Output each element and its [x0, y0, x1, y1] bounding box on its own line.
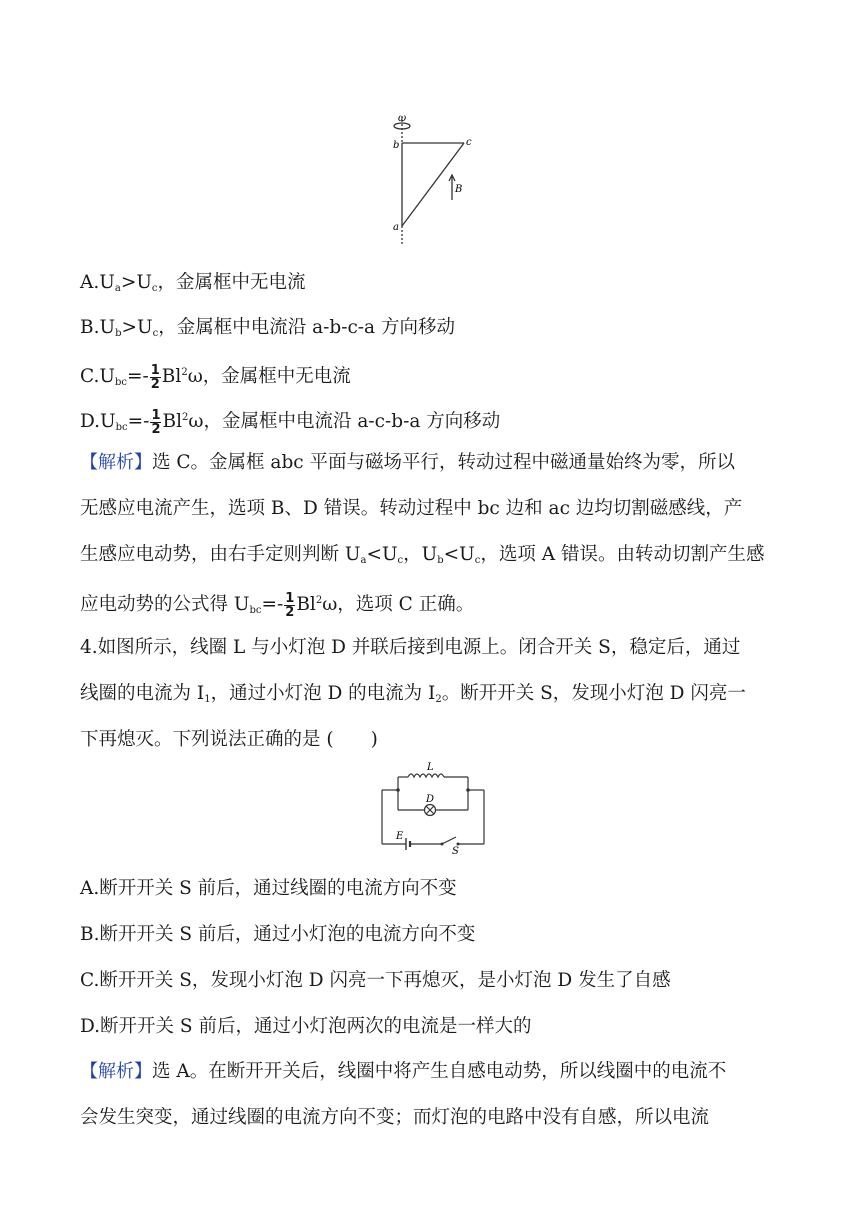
- label-a: a: [393, 222, 399, 233]
- analysis-3-line3: 生感应电动势，由右手定则判断 $U_a<U_c$，$U_b<U_c$，选项 A 错误。由转动切割产生感: [80, 544, 765, 566]
- option-4d[interactable]: D.断开开关 S 前后，通过小灯泡两次的电流是一样大的: [80, 1016, 532, 1037]
- circuit-figure: [372, 762, 492, 854]
- analysis-3-line2: 无感应电流产生，选项 B、D 错误。转动过程中 bc 边和 ac 边均切割磁感线，产: [80, 498, 743, 519]
- triangle-frame-figure: [380, 108, 490, 248]
- analysis-3-line1: 【解析】选 C。金属框 abc 平面与磁场平行，转动过程中磁通量始终为零，所以: [80, 452, 736, 473]
- analysis-tag: 【解析】: [80, 1061, 152, 1082]
- analysis-4-line2: 会发生突变，通过线圈的电流方向不变；而灯泡的电路中没有自感，所以电流: [80, 1107, 710, 1128]
- analysis-3-line4: 应电动势的公式得 $U_{bc}=-$ $\frac{1}{2}$ Bl$^2$ω，选项 C 正确。: [80, 590, 475, 620]
- option-3d[interactable]: $D.U_{bc}=-$ $\frac{1}{2}$ Bl$^2$ω，金属框中电流沿 a-c-b-a 方向移动: [80, 407, 501, 437]
- label-L: L: [427, 762, 434, 773]
- fraction: $\frac{1}{2}$: [150, 362, 160, 392]
- option-4c[interactable]: C.断开开关 S，发现小灯泡 D 闪亮一下再熄灭，是小灯泡 D 发生了自感: [80, 970, 671, 991]
- analysis-tag: 【解析】: [80, 452, 152, 473]
- analysis-4-line1: 【解析】选 A。在断开开关后，线圈中将产生自感电动势，所以线圈中的电流不: [80, 1061, 727, 1082]
- label-E: E: [396, 831, 404, 842]
- switch-icon: [442, 837, 456, 844]
- option-3a[interactable]: $A.U_a>U_c$，金属框中无电流: [80, 272, 306, 294]
- inductor-coil-icon: [408, 774, 444, 777]
- label-S: S: [452, 846, 459, 854]
- question-4-stem-line2: 线圈的电流为 $I_1$，通过小灯泡 D 的电流为 $I_2$。断开开关 S，发现小灯泡 D 闪亮一: [80, 683, 746, 705]
- label-b: b: [393, 140, 400, 151]
- option-3b[interactable]: $B.U_b>U_c$，金属框中电流沿 a-b-c-a 方向移动: [80, 317, 455, 339]
- question-4-stem-line1: 4.如图所示，线圈 L 与小灯泡 D 并联后接到电源上。闭合开关 S，稳定后，通过: [80, 637, 741, 658]
- option-3c[interactable]: $C.U_{bc}=-$ $\frac{1}{2}$ Bl$^2$ω，金属框中无电流: [80, 362, 351, 392]
- label-B: B: [455, 184, 463, 195]
- label-D: D: [426, 794, 435, 805]
- question-4-stem-line3: 下再熄灭。下列说法正确的是 ( ): [80, 729, 378, 750]
- fraction: $\frac{1}{2}$: [151, 407, 161, 437]
- option-4b[interactable]: B.断开开关 S 前后，通过小灯泡的电流方向不变: [80, 924, 476, 945]
- option-4a[interactable]: A.断开开关 S 前后，通过线圈的电流方向不变: [80, 878, 457, 899]
- label-c: c: [466, 137, 472, 148]
- label-omega: ω: [398, 113, 407, 124]
